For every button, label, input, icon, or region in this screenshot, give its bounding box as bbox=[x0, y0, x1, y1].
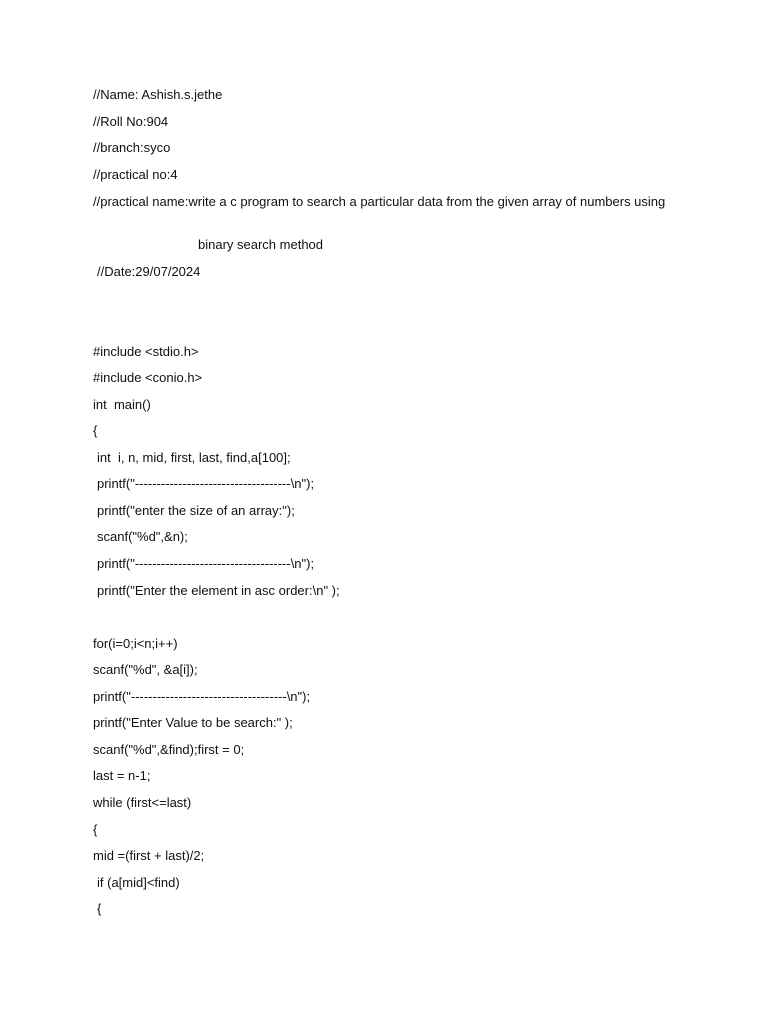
code-line: while (first<=last) bbox=[93, 795, 192, 810]
code-line: int main() bbox=[93, 397, 151, 412]
practical-name-comment: //practical name:write a c program to search a particular data from the given array of numbers using bbox=[93, 194, 666, 209]
code-line: int i, n, mid, first, last, find,a[100]; bbox=[97, 450, 291, 465]
code-line: #include <conio.h> bbox=[93, 370, 203, 385]
code-line: printf("------------------------------------\n"); bbox=[93, 689, 311, 704]
code-line: printf("Enter the element in asc order:\n" ); bbox=[97, 583, 340, 598]
code-line: last = n-1; bbox=[93, 768, 151, 783]
code-line: for(i=0;i<n;i++) bbox=[93, 636, 178, 651]
code-line: printf("enter the size of an array:"); bbox=[97, 503, 295, 518]
practical-name-continuation: binary search method bbox=[198, 237, 324, 252]
code-line: { bbox=[93, 423, 98, 438]
code-line: printf("------------------------------------\n"); bbox=[97, 476, 315, 491]
code-line: scanf("%d",&n); bbox=[97, 529, 188, 544]
code-line: { bbox=[97, 901, 102, 916]
date-comment: //Date:29/07/2024 bbox=[97, 264, 201, 279]
code-line: scanf("%d", &a[i]); bbox=[93, 662, 198, 677]
code-line: scanf("%d",&find);first = 0; bbox=[93, 742, 245, 757]
code-line: { bbox=[93, 822, 98, 837]
code-line: #include <stdio.h> bbox=[93, 344, 199, 359]
code-line: printf("------------------------------------\n"); bbox=[97, 556, 315, 571]
code-line: if (a[mid]<find) bbox=[97, 875, 180, 890]
code-line: mid =(first + last)/2; bbox=[93, 848, 205, 863]
roll-comment: //Roll No:904 bbox=[93, 114, 169, 129]
practical-no-comment: //practical no:4 bbox=[93, 167, 178, 182]
branch-comment: //branch:syco bbox=[93, 140, 171, 155]
code-line: printf("Enter Value to be search:" ); bbox=[93, 715, 293, 730]
name-comment: //Name: Ashish.s.jethe bbox=[93, 87, 223, 102]
